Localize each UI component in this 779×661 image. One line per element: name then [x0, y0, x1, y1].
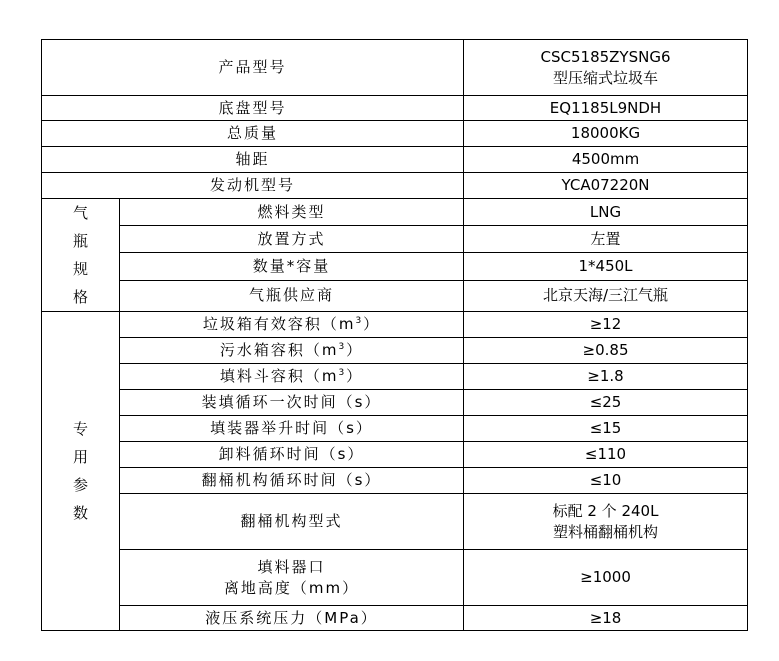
- hopper-height-label: [120, 550, 464, 606]
- quantity-capacity-label: 数量*容量: [120, 253, 464, 280]
- chassis-model-value: EQ1185L9NDH: [464, 96, 748, 121]
- product-model-type: 型压缩式垃圾车: [553, 68, 659, 87]
- table-row: [42, 442, 748, 468]
- wheelbase-value: 4500mm: [464, 147, 748, 173]
- table-row: [42, 121, 748, 147]
- supplier-value: 北京天海/三江气瓶: [464, 280, 748, 311]
- loading-cycle-label: 装填循环一次时间（s）: [120, 390, 464, 416]
- table-row: [42, 364, 748, 390]
- table-row: [42, 390, 748, 416]
- table-row: [42, 280, 748, 311]
- tipper-cycle-label: 翻桶机构循环时间（s）: [120, 468, 464, 494]
- gas-group-title: 气瓶规格: [42, 199, 120, 312]
- unload-cycle-label: 卸料循环时间（s）: [120, 442, 464, 468]
- tipper-type-label: 翻桶机构型式: [120, 494, 464, 550]
- table-row: [42, 338, 748, 364]
- supplier-label: 气瓶供应商: [120, 280, 464, 311]
- total-mass-label: 总质量: [42, 121, 464, 147]
- product-model-code: CSC5185ZYSNG6: [540, 47, 671, 66]
- hopper-volume-label: 填料斗容积$(m^3)$: [120, 364, 464, 390]
- table-row: [42, 550, 748, 606]
- table-row: [42, 173, 748, 199]
- placement-value: 左置: [464, 226, 748, 253]
- product-model-value: [464, 40, 748, 96]
- total-mass-value: 18000KG: [464, 121, 748, 147]
- table-row: [42, 96, 748, 121]
- loading-cycle-value: ≤25: [464, 390, 748, 416]
- chassis-model-label: 底盘型号: [42, 96, 464, 121]
- bin-volume-label: 垃圾箱有效容积$(m^3)$: [120, 312, 464, 338]
- table-row: [42, 312, 748, 338]
- sewage-volume-value: ≥0.85: [464, 338, 748, 364]
- hopper-height-line-2: 离地高度（mm）: [223, 578, 360, 597]
- fuel-type-value: LNG: [464, 199, 748, 226]
- hopper-height-value: ≥1000: [464, 550, 748, 606]
- table-row: [42, 40, 748, 96]
- sewage-volume-label: 污水箱容积$(m^3)$: [120, 338, 464, 364]
- spec-table: [41, 39, 748, 631]
- table-row: [42, 416, 748, 442]
- placement-label: 放置方式: [120, 226, 464, 253]
- table-row: [42, 199, 748, 226]
- table-row: [42, 468, 748, 494]
- quantity-capacity-value: 1*450L: [464, 253, 748, 280]
- tipper-cycle-value: ≤10: [464, 468, 748, 494]
- table-row: [42, 606, 748, 631]
- engine-model-label: 发动机型号: [42, 173, 464, 199]
- table-row: [42, 226, 748, 253]
- lift-time-label: 填装器举升时间（s）: [120, 416, 464, 442]
- table-row: [42, 147, 748, 173]
- wheelbase-label: 轴距: [42, 147, 464, 173]
- tipper-type-line-1: 标配 2 个 240L: [552, 501, 659, 520]
- hydraulic-pressure-label: 液压系统压力（MPa）: [120, 606, 464, 631]
- tipper-type-value: [464, 494, 748, 550]
- hydraulic-pressure-value: ≥18: [464, 606, 748, 631]
- unload-cycle-value: ≤110: [464, 442, 748, 468]
- engine-model-value: YCA07220N: [464, 173, 748, 199]
- tipper-type-line-2: 塑料桶翻桶机构: [553, 522, 659, 541]
- product-model-label: 产品型号: [42, 40, 464, 96]
- lift-time-value: ≤15: [464, 416, 748, 442]
- special-group-title: 专用参数: [42, 312, 120, 631]
- hopper-height-line-1: 填料器口: [257, 557, 326, 576]
- table-row: [42, 494, 748, 550]
- table-row: [42, 253, 748, 280]
- bin-volume-value: ≥12: [464, 312, 748, 338]
- hopper-volume-value: ≥1.8: [464, 364, 748, 390]
- fuel-type-label: 燃料类型: [120, 199, 464, 226]
